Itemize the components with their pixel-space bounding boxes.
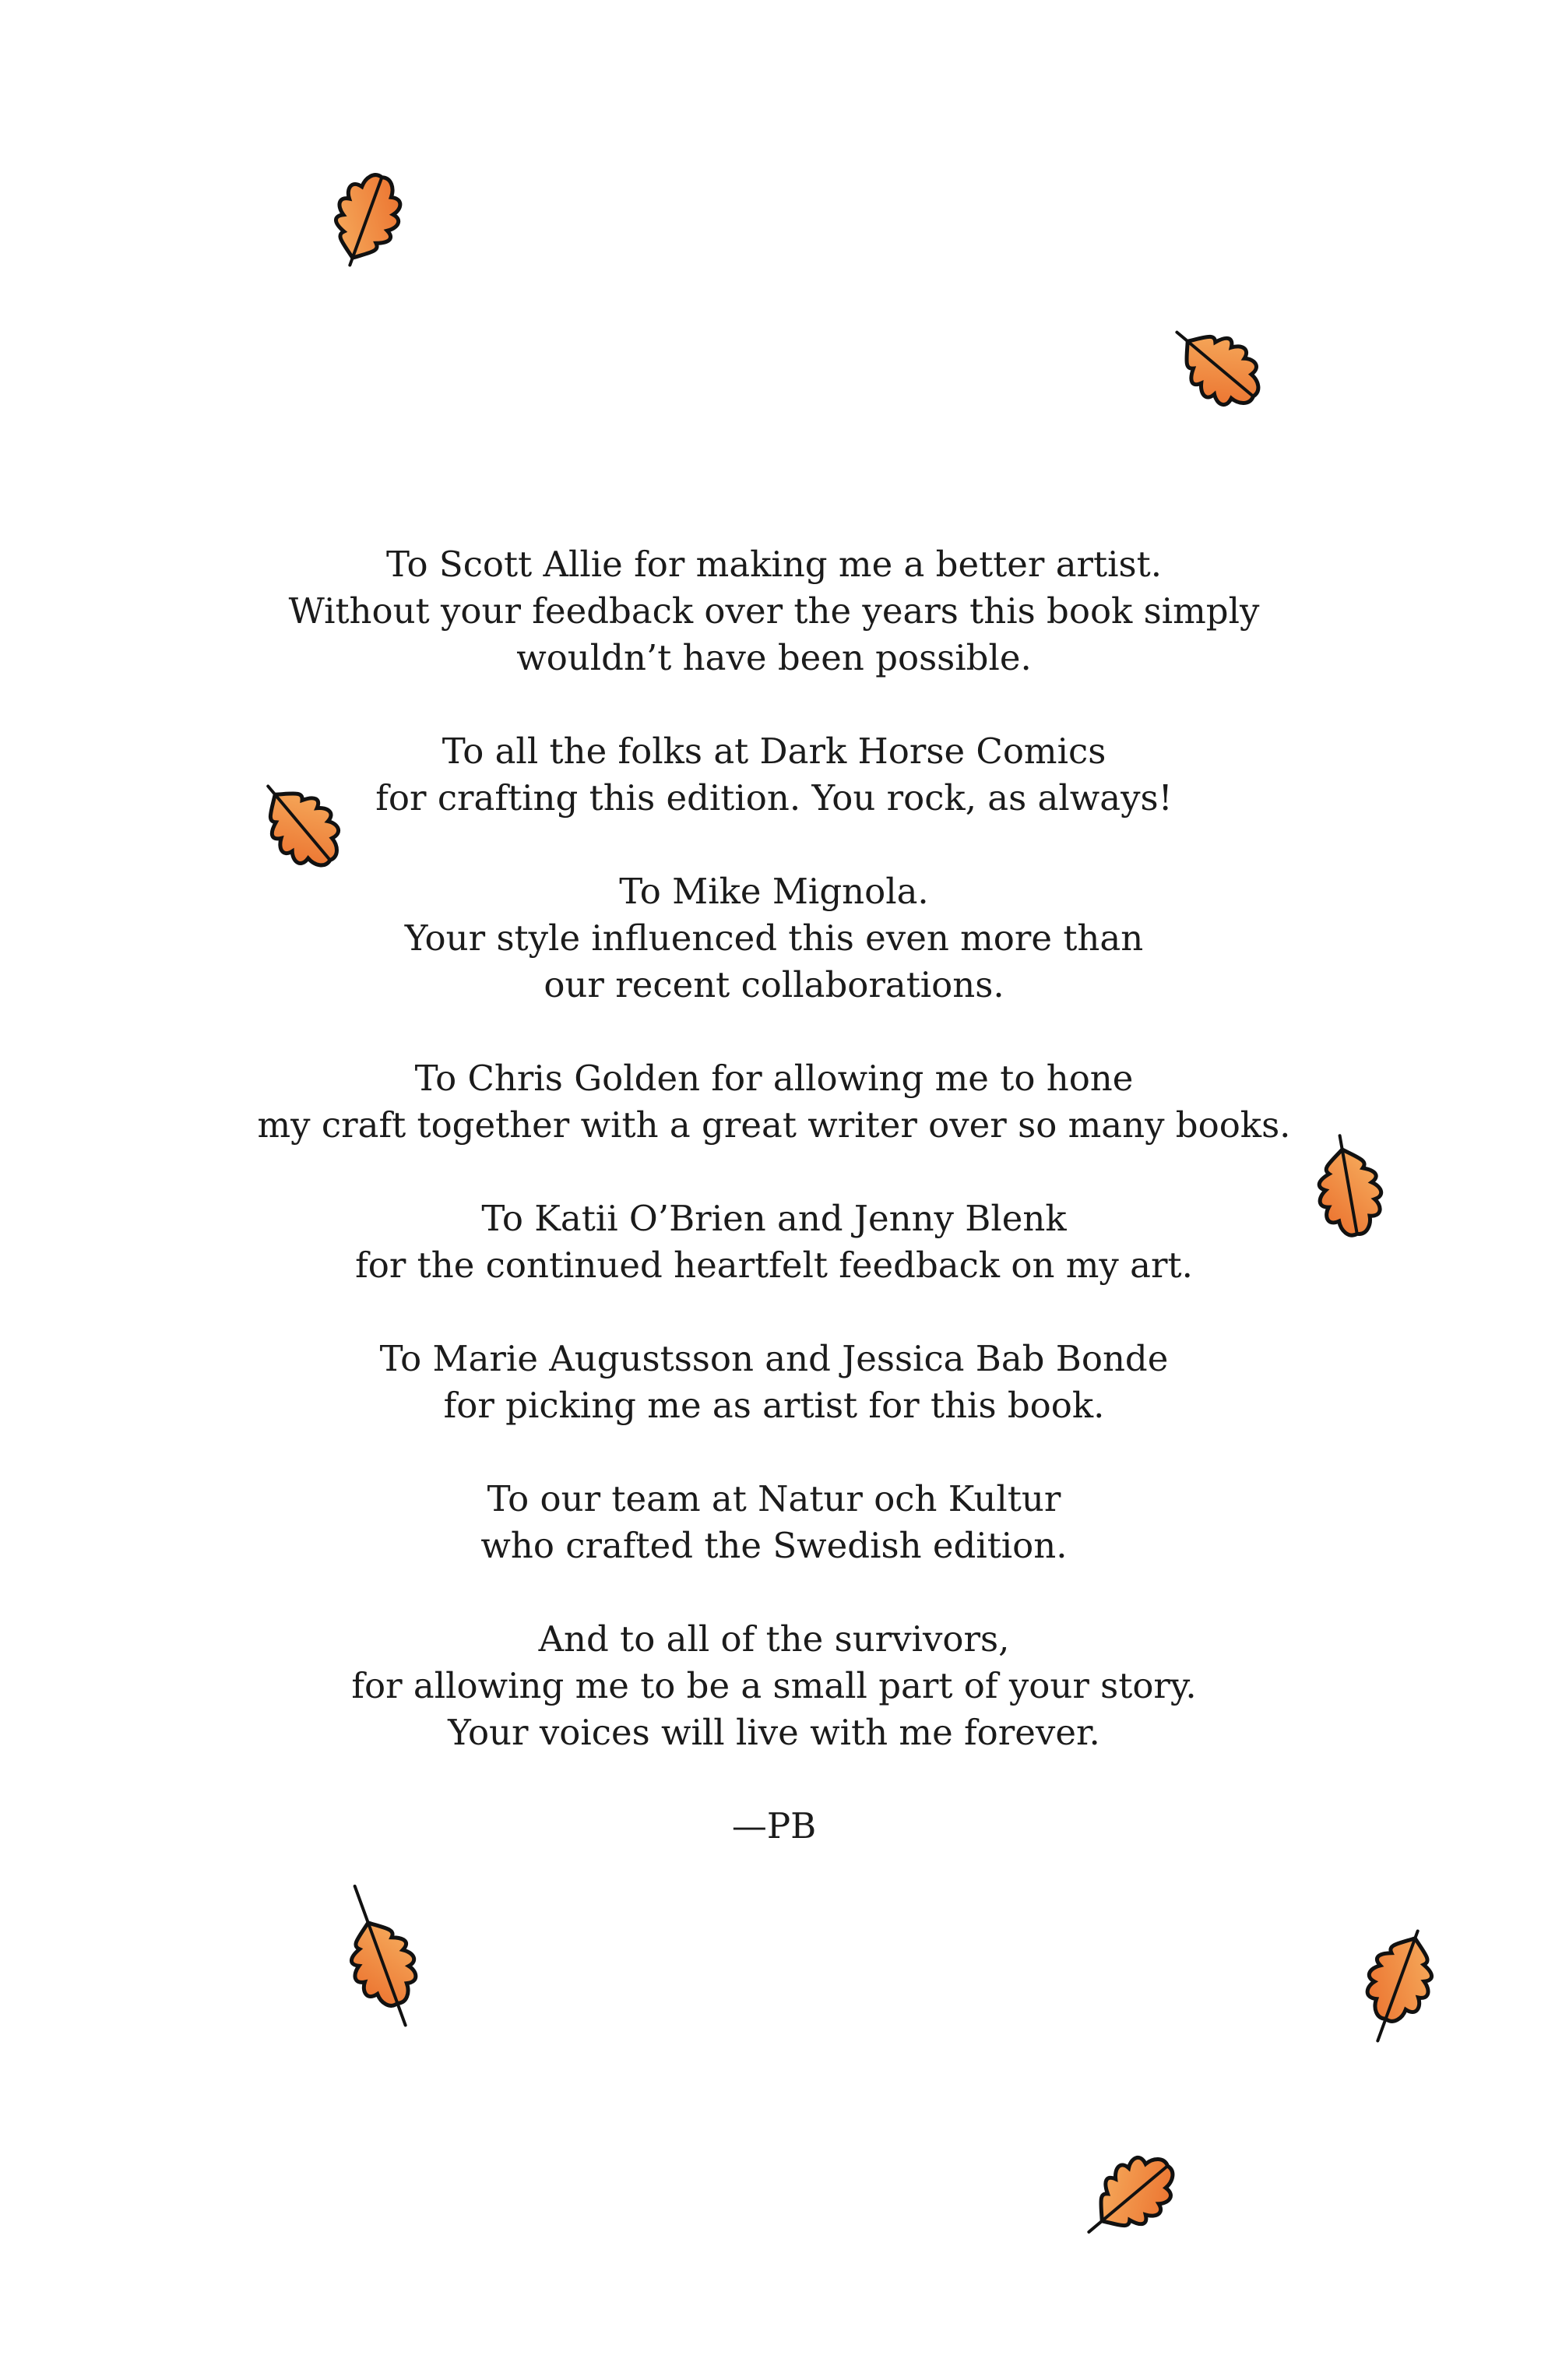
oak-leaf-icon <box>306 139 434 281</box>
stanza-line: And to all of the survivors, <box>538 1618 1010 1660</box>
stanza-line: Without your feedback over the years this book simply <box>288 590 1260 632</box>
dedication-stanza <box>0 728 1548 822</box>
stanza-line: for the continued heartfelt feedback on my art. <box>355 1245 1193 1286</box>
dedication-stanza <box>0 1055 1548 1149</box>
oak-leaf-icon <box>322 1899 449 2041</box>
stanza-line: for picking me as artist for this book. <box>443 1385 1105 1426</box>
stanza-line: who crafted the Swedish edition. <box>480 1525 1068 1566</box>
stanza-line: To Marie Augustsson and Jessica Bab Bonde <box>379 1338 1169 1379</box>
stanza-line: To our team at Natur och Kultur <box>487 1478 1061 1519</box>
oak-leaf-icon <box>1066 2115 1216 2262</box>
stanza-line: To Chris Golden for allowing me to hone <box>414 1058 1134 1099</box>
stanza-line: To Mike Mignola. <box>619 871 929 912</box>
oak-leaf-icon <box>1334 1915 1462 2057</box>
stanza-line: To all the folks at Dark Horse Comics <box>442 731 1106 772</box>
oak-leaf-icon <box>1152 301 1301 447</box>
signature: —PB <box>731 1805 817 1847</box>
dedication-stanza <box>0 1336 1548 1429</box>
stanza-line: Your voices will live with me forever. <box>448 1712 1100 1753</box>
stanza-line: To Scott Allie for making me a better artist. <box>385 544 1163 585</box>
stanza-line: for crafting this edition. You rock, as always! <box>375 777 1173 819</box>
stanza-line: To Katii O’Brien and Jenny Blenk <box>481 1198 1067 1239</box>
stanza-line: our recent collaborations. <box>544 964 1004 1005</box>
dedication-stanza <box>0 868 1548 1009</box>
stanza-line: Your style influenced this even more than <box>404 917 1144 959</box>
dedication-stanza <box>0 541 1548 681</box>
dedication-stanza <box>0 1616 1548 1756</box>
stanza-line: my craft together with a great writer over so many books. <box>257 1104 1291 1146</box>
dedication-stanza <box>0 1476 1548 1569</box>
dedication-text <box>0 541 1548 1850</box>
stanza-line: for allowing me to be a small part of your story. <box>351 1665 1197 1706</box>
stanza-line: wouldn’t have been possible. <box>516 637 1032 678</box>
dedication-stanza <box>0 1195 1548 1289</box>
